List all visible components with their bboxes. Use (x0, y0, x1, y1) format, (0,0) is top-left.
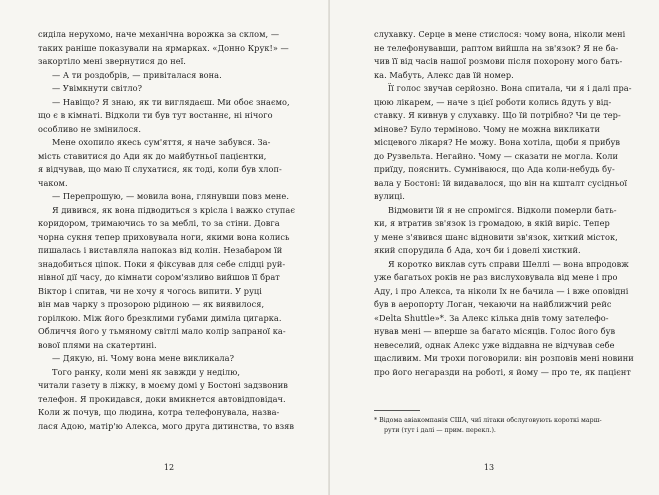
text-line: місцевого лікаря? Не можу. Вона хотіла, щоби я прибув (374, 137, 621, 147)
text-line: невеселий, однак Алекс уже віддавна не відчував себе (374, 339, 615, 350)
text-line: чив її від часів нашої розмови після похорону мого бать- (374, 56, 623, 66)
text-line: був в аеропорту Логан, чекаючи на найближчий рейс (374, 299, 612, 309)
footnote-divider (374, 410, 420, 411)
text-line: ставку. Я кивнув у слухавку. Що їй потрібно? Чи це тер- (374, 110, 621, 120)
text-line: «Delta Shuttle»*. За Алекс кілька днів тому зателефо- (374, 312, 609, 323)
text-line: Я коротко виклав суть справи Шеллі — вона впродовж (388, 258, 629, 269)
text-line: уже багатьох років не раз вислуховувала від мене і про (374, 272, 618, 282)
text-line: Аду, і про Алекса, та ніколи їх не бачила — і вже оповідні (374, 285, 629, 296)
text-line: слухавку. Серце в мене стислося: чому вона, ніколи мені (374, 29, 626, 39)
text-line: чаком. (38, 177, 68, 188)
text-line: мінове? Було терміново. Чому не можна викликати (374, 123, 601, 134)
text-line: коридором, тримаючись то за меблі, то за стіни. Довга (38, 218, 280, 228)
right-page (330, 0, 659, 495)
text-line: вової плями на скатертині. (38, 339, 157, 350)
text-line: — А ти роздобрів, — привіталася вона. (52, 69, 222, 80)
text-line: пишалась і виставляла напоказ від колін. Незабаром їй (38, 245, 283, 255)
text-line: читали газету в ліжку, в моєму домі у Бостоні задзвонив (38, 380, 288, 390)
text-line: мість ставитися до Ади як до майбутньої пацієнтки, (38, 150, 267, 161)
left-page (0, 0, 329, 495)
footnote (374, 416, 636, 436)
text-line: рути (тут і далі — прим. перекл.). (384, 427, 496, 434)
right-page-number: 13 (483, 463, 495, 472)
text-line: Я дивився, як вона підводиться з крісла і важко ступає (52, 204, 295, 215)
text-line: таких раніше показували на ярмарках. «Донно Крук!» — (38, 42, 289, 53)
text-line: він мав чарку з прозорою рідиною — як виявилося, (38, 299, 265, 309)
text-line: цюю лікарем, — наче з цієї роботи колись йдуть у від- (374, 96, 612, 107)
text-line: щасливим. Ми трохи поговорили: він розповів мені новини (374, 353, 634, 363)
text-line: телефон. Я прокидався, доки вмикнется автовідповідач. (38, 393, 286, 404)
text-line: вала у Бостоні: їй видавалося, що він на кшталт сусідньої (374, 177, 628, 188)
text-line: знадобиться ціпок. Поки я фіксував для себе слідці руй- (38, 258, 286, 269)
text-line: Відмовити їй я не спромігся. Відколи померли бать- (388, 204, 617, 215)
left-page-number: 12 (163, 463, 175, 472)
text-line: — Перепрошую, — мовила вона, глянувши повз мене. (52, 191, 289, 201)
text-line: ки, я втратив зв'язок із громадою, в якій виріс. Тепер (374, 218, 610, 228)
text-line: вулиці. (374, 191, 405, 201)
text-line: Того ранку, коли мені як завжди у неділю, (52, 366, 240, 377)
text-line: Обличчя його у тьмяному світлі мало колір запраної ка- (38, 326, 286, 336)
text-line: нівної дії часу, до кімнати сором'язливо вийшов її брат (38, 272, 280, 282)
text-line: про його негаразди на роботі, я йому — про те, як пацієнт (374, 366, 631, 377)
text-line: до Рузвельта. Негайно. Чому — сказати не могла. Коли (374, 150, 618, 161)
text-line: у мене з'явився шанс відновити зв'язок, хиткий місток, (374, 231, 618, 242)
text-line: приїду, пояснить. Сумніваюся, що Ада коли-небудь бу- (374, 164, 615, 174)
text-line: нував мені — вперше за багато місяців. Голос його був (374, 326, 616, 336)
text-line: лася Адою, матір'ю Алекса, мого друга дитинства, то взяв (38, 420, 295, 431)
text-line: — Дякую, ні. Чому вона мене викликала? (52, 353, 235, 363)
text-line: Мене охопило якесь сум'яття, я наче забувся. За- (52, 137, 271, 147)
text-line: Її голос звучав серйозно. Вона спитала, чи я і далі пра- (388, 83, 632, 93)
text-line: що є в кімнаті. Відколи ти був тут востаннє, ні нічого (38, 110, 273, 120)
text-line: не телефонувавши, раптом вийшла на зв'язок? Я не ба- (374, 42, 619, 53)
text-line: — Навіщо? Я знаю, як ти виглядаєш. Ми обоє знаємо, (52, 96, 290, 107)
text-line: особливо не змінилося. (38, 123, 142, 134)
text-line: закортіло мені звернутися до неї. (38, 56, 186, 66)
text-line: — Увімкнути світло? (52, 83, 143, 93)
text-line: * Відома авіакомпанія США, чиї літаки обслуговують короткі марш- (374, 417, 602, 424)
left-page-body (38, 28, 300, 433)
text-line: я відчував, що маю її слухатися, як тоді, коли був хлоп- (38, 164, 282, 174)
text-line: який спорудила б Ада, хоч би і довелі хисткий. (374, 245, 581, 255)
text-line: горілкою. Між його брезклими губами диміла цигарка. (38, 312, 282, 323)
text-line: чорна сукня тепер приховувала ноги, якими вона колись (38, 231, 290, 242)
text-line: Віктор і спитав, чи не хочу я чогось випити. У руці (38, 285, 262, 296)
text-line: Коли ж почув, що людина, котра телефонувала, назва- (38, 407, 280, 417)
text-line: ка. Мабуть, Алекс дав їй номер. (374, 69, 514, 80)
text-line: сиділа нерухомо, наче механічна ворожка за склом, — (38, 29, 280, 39)
right-page-body (374, 28, 636, 379)
